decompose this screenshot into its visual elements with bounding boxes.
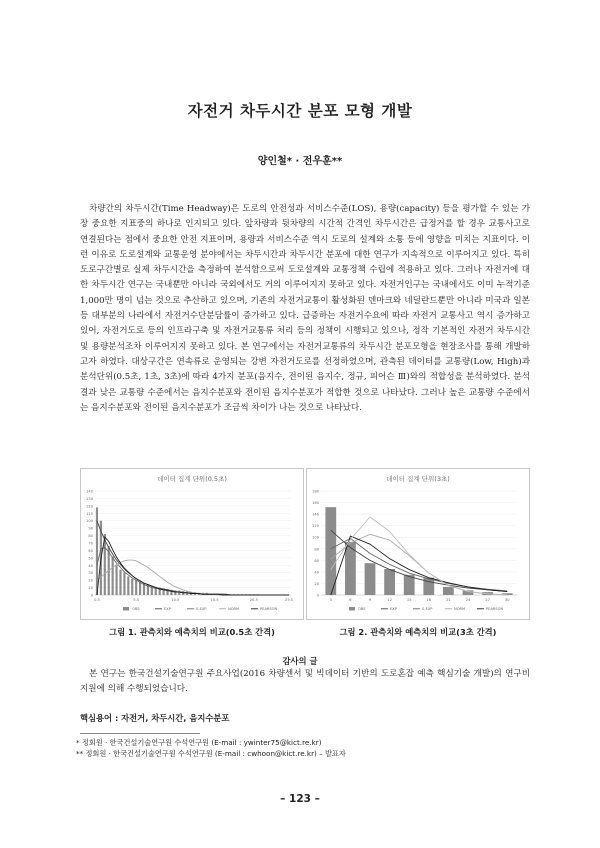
y-tick-label: 0: [316, 593, 319, 598]
x-tick-label: 6: [349, 598, 352, 602]
y-tick-label: 140: [312, 512, 319, 517]
bar-obs: [384, 569, 395, 595]
x-tick-label: 20.5: [249, 598, 258, 602]
bar-obs: [325, 507, 336, 595]
x-tick-label: 0.5: [94, 598, 100, 602]
abstract-text: 차량간의 차두시간(Time Headway)은 도로의 안전성과 서비스수준(LOS), 용량(capacity) 등을 평가할 수 있는 가장 중요한 지표중의 하나로 인지되고 있다. 앞차량과 뒷차량의 시간적 간격인 차두시간은 급정거를 할 경우 교통사고로 연결된다는 점에서 중요한 안전 지표이며, 용량과 서비스수준 역시 도로의 설계와 소통 등에 영향을 미치는 지표이다. 이런 이유로 도로설계와 교통운영 분야에서는 차두시간과 차두시간 분포에 대한 연구가 지속적으로 이루어지고 있다. 특히 도로구간별로 실제 차두시간을 측정하여 분석함으로써 도로설계와 교통정책 수립에 적용하고 있다. 그러나 자전거에 대한 차두시간 연구는 국내뿐만 아니라 국외에서도 거의 이루어지지 못하고 있다. 자전거인구는 국내에서도 이미 누적기준 1,000만 명이 넘는 것으로 추산하고 있으며, 기존의 자전거교통이 활성화된 덴마크와 네덜란드뿐만 아니라 미국과 일본 등 대부분의 나라에서 자전거수단분담률이 증가하고 있다. 급증하는 자전거수요에 따라 자전거 교통사고 역시 증가하고 있어, 자전거도로 등의 인프라구축 및 자전거교통류 처리 등의 정책이 시행되고 있으나, 정작 기본적인 자전거 차두시간 및 용량분석조차 이루어지지 못하고 있다. 본 연구에서는 자전거교통류의 차두시간 분포모형을 현장조사를 통해 개발하고자 하였다. 대상구간은 연속류로 운영되는 강변 자전거도로를 선정하였으며, 관측된 데이터를 교통량(Low, High)과 분석단위(0.5초, 1초, 3초)에 따라 4가지 분포(음지수, 전이된 음지수, 정규, 피어슨 Ⅲ)와의 적합성을 분석하였다. 분석결과 낮은 교통량 수준에서는 음지수분포와 전이된 음지수분포가 적합한 것으로 나타났다. 그러나 높은 교통량 수준에서는 음지수분포와 전이된 음지수분포가 조금씩 차이가 나는 것으로 나타났다.: [80, 204, 530, 413]
bar-obs: [178, 591, 180, 595]
legend-label: EXP: [390, 607, 397, 611]
series-line-pearson: [331, 536, 507, 595]
x-tick-label: 15.5: [210, 598, 219, 602]
bar-obs: [139, 582, 141, 595]
bar-obs: [131, 579, 133, 595]
y-tick-label: 40: [88, 563, 93, 568]
y-tick-label: 100: [86, 519, 93, 524]
y-tick-label: 180: [312, 489, 319, 494]
x-tick-label: 27: [485, 598, 490, 602]
figure-1-chart: [81, 469, 303, 619]
legend-label: OBS: [132, 607, 140, 611]
x-tick-label: 15: [406, 598, 412, 602]
y-tick-label: 0: [90, 593, 93, 598]
keywords: 핵심용어 : 자전거, 차두시간, 음지수분포: [80, 713, 230, 723]
legend-label: NORM: [228, 607, 240, 611]
x-tick-label: 9: [368, 598, 372, 602]
y-tick-label: 80: [314, 547, 319, 552]
y-tick-label: 160: [312, 501, 319, 506]
y-tick-label: 20: [88, 578, 93, 583]
series-line-pearson: [97, 537, 289, 595]
x-tick-label: 5.5: [133, 598, 140, 602]
y-tick-label: 30: [88, 571, 93, 576]
legend-label: OBS: [358, 607, 366, 611]
footnote-2: ** 정회원 · 한국건설기술연구원 수석연구원 (E-mail : cwhoon@kict.re.kr) – 발표자: [76, 749, 346, 758]
page-number: – 123 –: [280, 793, 320, 805]
footnote-1: * 정회원 · 한국건설기술연구원 수석연구원 (E-mail : ywinter75@kict.re.kr): [76, 738, 322, 747]
y-tick-label: 120: [312, 524, 319, 529]
legend-label: S-EXP: [196, 607, 207, 611]
bar-obs: [115, 565, 117, 595]
y-tick-label: 50: [88, 556, 93, 561]
y-tick-label: 70: [88, 541, 93, 546]
chart-legend: [123, 607, 278, 611]
chart-legend: [349, 607, 504, 611]
bar-obs: [443, 587, 454, 595]
x-tick-label: 3: [329, 598, 332, 602]
y-tick-label: 140: [86, 489, 93, 494]
bar-obs: [127, 576, 129, 595]
x-tick-label: 12: [387, 598, 392, 602]
y-tick-label: 110: [86, 511, 93, 516]
figure-2-chart: [307, 469, 529, 619]
bar-obs: [123, 573, 125, 595]
chart-title: 데이터 집계 단위(0.5초): [157, 475, 227, 483]
figure-1: [80, 468, 304, 620]
x-tick-label: 30: [504, 598, 510, 602]
chart-title: 데이터 집계 단위(3초): [386, 475, 450, 483]
legend-label: EXP: [164, 607, 171, 611]
y-tick-label: 130: [86, 496, 93, 501]
paper-title: 자전거 차두시간 분포 모형 개발: [187, 102, 413, 120]
y-tick-label: 90: [88, 526, 93, 531]
x-tick-label: 18: [426, 598, 432, 602]
figure-2: [306, 468, 530, 620]
bar-obs: [96, 507, 98, 595]
legend-label: PEARSON: [260, 607, 278, 611]
bar-obs: [365, 563, 376, 595]
acknowledgement-text: 본 연구는 한국건설기술연구원 주요사업(2016 차량센서 및 빅데이터 기반의 도로혼잡 예측 핵심기술 개발)의 연구비 지원에 의해 수행되었습니다.: [80, 669, 530, 694]
series-line-s-exp: [97, 547, 289, 595]
legend-label: PEARSON: [486, 607, 504, 611]
y-tick-label: 80: [88, 534, 93, 539]
legend-label: NORM: [454, 607, 466, 611]
figure-2-caption: 그림 2. 관측치와 예측치의 비교(3초 간격): [339, 627, 497, 637]
x-tick-label: 21: [446, 598, 451, 602]
bar-obs: [112, 556, 114, 595]
y-tick-label: 20: [314, 581, 319, 586]
authors: 양인철* · 전우훈**: [257, 156, 343, 167]
y-tick-label: 60: [314, 558, 319, 563]
x-tick-label: 25.5: [285, 598, 294, 602]
y-tick-label: 10: [88, 586, 93, 591]
x-tick-label: 24: [465, 598, 471, 602]
legend-swatch: [123, 607, 129, 611]
acknowledgement-heading: 감사의 글: [282, 656, 318, 666]
legend-label: S-EXP: [422, 607, 433, 611]
y-tick-label: 40: [314, 570, 319, 575]
footnote-divider: [80, 733, 200, 734]
y-tick-label: 100: [312, 535, 319, 540]
x-tick-label: 10.5: [171, 598, 180, 602]
bar-obs: [135, 580, 137, 595]
y-tick-label: 60: [88, 548, 93, 553]
legend-swatch: [349, 607, 355, 611]
y-tick-label: 120: [86, 504, 93, 509]
bar-obs: [119, 570, 121, 595]
figure-1-caption: 그림 1. 관측치와 예측치의 비교(0.5초 간격): [109, 627, 275, 637]
